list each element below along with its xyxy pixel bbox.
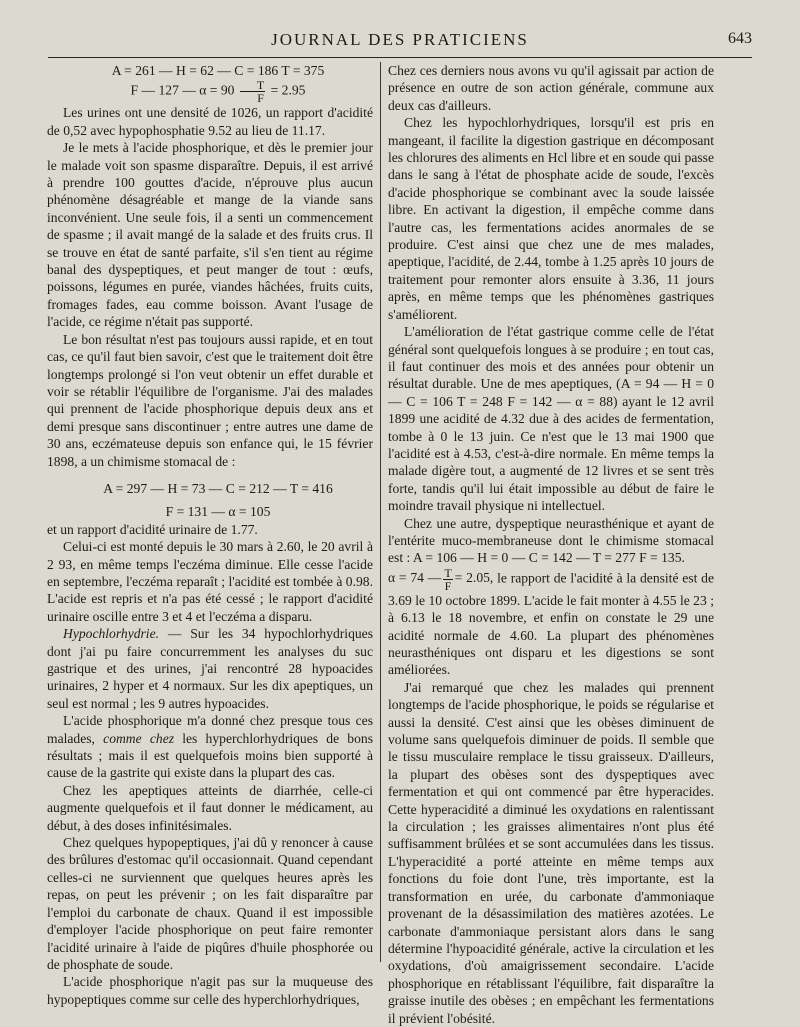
paragraph: Chez une autre, dyspeptique neurasthénique et ayant de l'entérite muco-membraneuse dont le chimisme stomacal est : A = 106 — H = 0 — C = 142 — T = 277 F = 135. [388,515,714,566]
formula-post: = 2.05, [454,570,494,586]
paragraph: Les urines ont une densité de 1026, un rapport d'acidité de 0,52 avec hypophosphatie 9.52 au lieu de 11.17. [47,105,373,138]
inline-formula [388,565,494,593]
paragraph-text: les hyperchlorhydriques de bons résultats ; mais il est quelquefois moins bien supporté à cause de la gastrite qui existe dans la plupart des cas. [47,730,373,781]
header-rule [48,57,752,58]
running-title: JOURNAL DES PRATICIENS [271,30,529,49]
formula-2-line-1: A = 297 — H = 73 — C = 212 — T = 416 [103,480,333,496]
formula-1-line-2 [47,79,373,104]
paragraph: J'ai remarqué que chez les malades qui prennent longtemps de l'acide phosphorique, le poids se régularise et aussi la densité. C'est ainsi que les obèses diminuent de volume sans quelquefois diminuer de poids. Il semble que le tissu musculaire remplace le tissu graisseux. D'ailleurs, la plupart des obèses sont des dyspeptiques avec fermentation et qui ont commencé par être hyperacides. Cette hyperacidité a diminué les oxydations en ralentissant la circulation ; les graisses alimentaires n'ont plus été suffisamment brûlées et se sont accumulées dans les tissus. L'hyperacidité a porté atteinte en même temps aux fonctions du foie dont l'une, très importante, est la transformation en urée, du carbonate d'ammoniaque provenant de la désassimilation des matières azotées. Le carbonate d'ammoniaque persistant alors dans le sang détermine l'hypoacidité générale, active la circulation et les oxydations, d'où amaigrissement secondaire. L'acide phosphorique en rétablissant l'équilibre, fait disparaître la graisse inutile des obèses ; en empêchant les fermentations il prévient l'obésité. [388,679,714,1026]
column-divider [380,62,381,962]
paragraph-text: — Sur les 34 hypochlorhydriques dont j'ai pu faire concurremment les analyses du suc gastrique et des urines, j'ai rencontré 28 hypoacides urinaires, 2 hyper et 4 normaux. Sur les dix apeptiques, un seul est normal ; les 9 autres hypoacides. [47,626,373,711]
paragraph: et un rapport d'acidité urinaire de 1.77. [47,521,258,537]
section-title: Hypochlorhydrie. [63,626,160,642]
paragraph: Chez les hypochlorhydriques, lorsqu'il est pris en mangeant, il facilite la digestion gastrique en décomposant les chlorures des aliments en Hcl libre et en soude qui passe dans le sang à l'état de phosphate acide de soude, l'excès d'acide phosphorique se combinant avec la soude laissée libre. En activant la digestion, il empêche comme dans l'autre cas, les fermentations acides anormales de se produire. C'est ainsi que chez une de mes malades, apeptique, l'acidité, de 2.44, tombe à 1.25 après 10 jours de traitement pour remonter alors ensuite à 3.36, 11 jours après, en même temps que les phénomènes gastriques s'améliorent. [388,115,714,322]
left-column [47,62,373,1008]
page-header [48,26,752,54]
fraction-numerator: T [240,79,265,92]
formula-1-line-2-pre: F — 127 — α = 90 [130,83,235,99]
paragraph: Chez quelques hypopeptiques, j'ai dû y renoncer à cause des brûlures d'estomac qu'il occasionnait. Quand cependant celles-ci ne surviennent que quelques heures après les repas, on peut les prévenir ; on les fait disparaître par l'emploi du carbonate de chaux. Quand il est impossible d'employer l'acide phosphorique on peut faire remonter l'acidité urinaire à l'aide de piqûres d'huile phosphorée ou de phosphate de soude. [47,835,373,972]
formula-1-line-2-post: = 2.95 [270,83,306,99]
paragraph: Chez ces derniers nous avons vu qu'il agissait par action de présence en outre de son action générale, commune aux deux cas d'ailleurs. [388,63,714,113]
fraction-numerator: T [444,565,452,580]
paragraph-text: le rapport de l'acidité à la densité est de 3.69 le 10 octobre 1899. L'acide le fait monter à 4.55 le 23 ; à 6.13 le 18 novembre, et enfin on constate le 29 une acidité normale de 4.60. La plupart des phénomènes neurasthéniques ont disparu et les digestions se sont améliorées. [388,570,714,678]
emphasis-text: comme chez [103,730,175,746]
paragraph: L'amélioration de l'état gastrique comme celle de l'état général sont quelquefois longues à se produire ; en tout cas, il faut continuer des mois et des années pour obtenir un résultat durable. Une de mes apeptiques, (A = 94 — H = 0 — C = 106 T = 248 F = 142 — α = 88) ayant le 12 avril 1899 une acidité de 4.32 due à des acides de fermentation, tombe à 0 le 13 juin. Ce n'est que le 13 mai 1900 que l'acidité est à 4.53, c'est-à-dire normale. En même temps la malade digère tout, a augmenté de 12 livres et se sent très forte, tandis qu'il lui était impossible au début de faire le moindre travail physique ni intellectuel. [388,324,714,514]
paragraph: Je le mets à l'acide phosphorique, et dès le premier jour le malade voit son spasme disparaître. Depuis, il est arrivé à prendre 100 gouttes d'acide, n'éprouve plus aucun phénomène désagréable et mange de la viande sans inconvénient. Une seule fois, il a senti un commencement de spasme ; il avait mangé de la salade et des fruits crus. Il se trouve en état de santé parfaite, s'il s'en tient au régime banal des dyspeptiques, et peut manger de tout : œufs, poissons, légumes en purée, viandes hâchées, fruits cuits, fromages fades, eau comme boisson. Avant l'usage de l'acide, ce régime n'était pas supporté. [47,140,373,330]
paragraph-text: L'acide phosphorique m'a donné chez presque tous ces malades, [47,713,373,746]
formula-fraction [443,567,452,592]
formula-1-line-1: A = 261 — H = 62 — C = 186 T = 375 [111,63,325,78]
formula-2-line-2: F = 131 — α = 105 [165,504,271,520]
paragraph: L'acide phosphorique n'agit pas sur la muqueuse des hypopeptiques comme sur celle des hyperchlorhydriques, [47,974,373,1007]
paragraph-hypochlorhydrie [47,625,373,712]
paragraph [47,712,373,782]
paragraph: Le bon résultat n'est pas toujours aussi rapide, et en tout cas, ce qu'il faut bien savoir, c'est que le traitement doit être longtemps prolongé si l'on veut obtenir un effet durable et voir se rétablir l'équilibre de l'organisme. J'ai des malades qui prennent de l'acide phosphorique depuis deux ans et demi presque sans discontinuer ; entre autres une dame de 30 ans, eczémateuse depuis son enfance qui, le 15 février 1898, a un chimisme stomacal de : [47,331,373,469]
paragraph: Celui-ci est monté depuis le 30 mars à 2.60, le 20 avril à 2 93, en même temps l'eczéma diminue. Elle cesse l'acide en septembre, l'eczéma reparaît ; l'acidité est tombée à 0.98. L'acide est repris et n'a pas été cessé ; le rapport d'acidité urinaire oscille entre 3 et 4 et l'eczéma a disparu. [47,539,373,624]
fraction-denominator: F [257,91,264,106]
page-number: 643 [728,30,752,47]
right-column [388,62,714,1027]
formula-pre: α = 74 — [388,570,442,586]
formula-1-fraction [240,79,265,104]
fraction-denominator: F [444,578,452,593]
paragraph: Chez les apeptiques atteints de diarrhée, celle-ci augmente quelquefois et il faut donner le médicament, au début, à des doses infinitésimales. [47,782,373,833]
paragraph-with-formula [388,567,714,679]
